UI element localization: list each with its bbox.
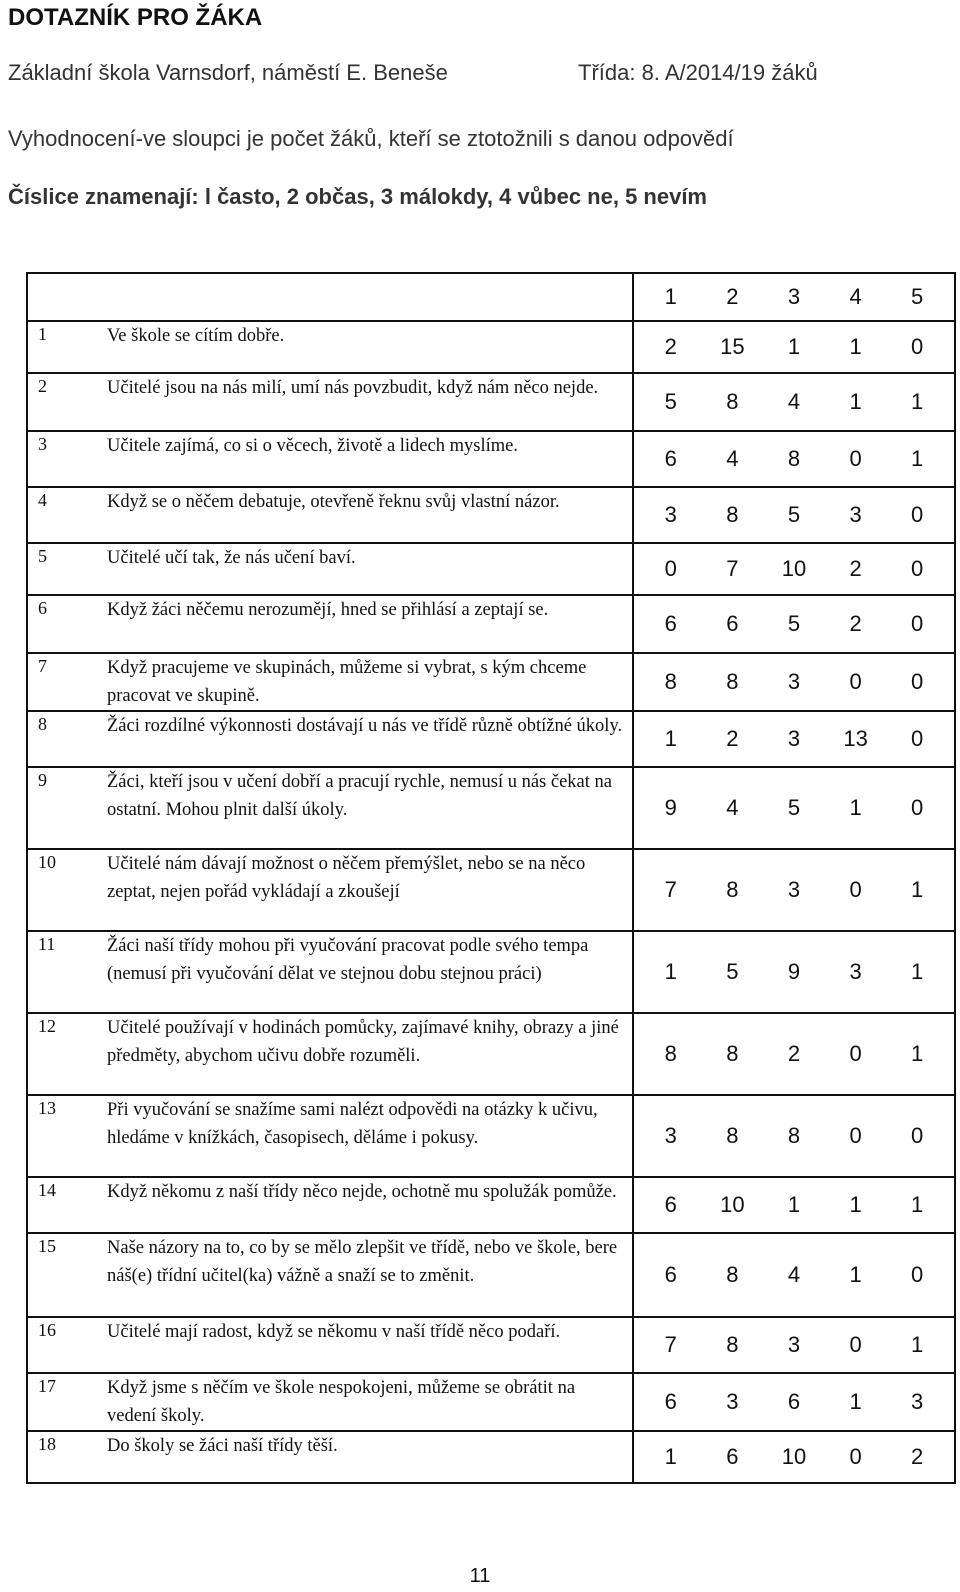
header-answer-2: 2 xyxy=(726,284,739,309)
answer-count-5: 0 xyxy=(911,795,924,820)
answer-count-5: 0 xyxy=(911,1123,924,1148)
answer-count-2: 15 xyxy=(720,334,745,359)
answer-count-1: 2 xyxy=(664,334,677,359)
question-text: Když pracujeme ve skupinách, můžeme si vybrat, s kým chceme pracovat ve skupině. xyxy=(95,653,633,711)
answer-count-4: 1 xyxy=(849,1192,862,1217)
answer-count-5: 3 xyxy=(911,1389,924,1414)
answer-count-4: 0 xyxy=(849,1332,862,1357)
table-row xyxy=(27,595,955,653)
answer-count-1: 6 xyxy=(664,1262,677,1287)
row-number: 8 xyxy=(27,711,95,767)
answer-count-3: 1 xyxy=(787,334,801,359)
answer-count-2: 6 xyxy=(726,611,739,636)
answer-counts-cell xyxy=(633,431,955,487)
answer-count-3: 10 xyxy=(781,556,807,581)
header-answer-3: 3 xyxy=(787,284,801,309)
question-text: Když žáci něčemu nerozumějí, hned se přihlásí a zeptají se. xyxy=(95,595,633,653)
answer-count-4: 0 xyxy=(849,877,862,902)
answer-count-4: 0 xyxy=(849,669,862,694)
answer-count-5: 0 xyxy=(911,334,924,359)
answer-count-2: 8 xyxy=(726,1041,739,1066)
question-text: Učitelé jsou na nás milí, umí nás povzbudit, když nám něco nejde. xyxy=(95,373,633,431)
answer-count-4: 0 xyxy=(849,446,862,471)
answer-count-3: 5 xyxy=(787,611,801,636)
table-row xyxy=(27,931,955,1013)
answer-counts xyxy=(634,1192,954,1218)
answer-counts xyxy=(634,669,954,695)
row-number: 11 xyxy=(27,931,95,1013)
answer-count-4: 2 xyxy=(849,611,862,636)
table-row xyxy=(27,849,955,931)
answer-counts xyxy=(634,611,954,637)
header-empty-num xyxy=(27,273,95,321)
answer-counts xyxy=(634,334,954,360)
answer-counts xyxy=(634,446,954,472)
answer-counts-cell xyxy=(633,849,955,931)
answer-counts xyxy=(634,959,954,985)
answer-count-3: 5 xyxy=(787,502,801,527)
answer-count-1: 3 xyxy=(664,502,677,527)
answer-count-3: 8 xyxy=(787,1123,801,1148)
answer-counts-cell xyxy=(633,595,955,653)
answer-count-3: 9 xyxy=(787,959,801,984)
table-row xyxy=(27,487,955,543)
answer-count-1: 6 xyxy=(664,611,677,636)
question-text: Žáci rozdílné výkonnosti dostávají u nás ve třídě různě obtížné úkoly. xyxy=(95,711,633,767)
answer-count-4: 0 xyxy=(849,1123,862,1148)
answer-counts xyxy=(634,1123,954,1149)
question-text: Do školy se žáci naší třídy těší. xyxy=(95,1431,633,1483)
answer-counts-cell xyxy=(633,487,955,543)
header-values-cell xyxy=(633,273,955,321)
answer-counts xyxy=(634,389,954,415)
answer-counts xyxy=(634,1332,954,1358)
answer-count-4: 3 xyxy=(849,959,862,984)
row-number: 9 xyxy=(27,767,95,849)
answer-count-4: 1 xyxy=(849,389,862,414)
question-text: Žáci naší třídy mohou při vyučování pracovat podle svého tempa (nemusí při vyučování dělat ve stejnou dobu stejnou práci) xyxy=(95,931,633,1013)
table-row xyxy=(27,1431,955,1483)
answer-count-1: 6 xyxy=(664,1192,677,1217)
answer-count-2: 2 xyxy=(726,726,739,751)
table-header-row xyxy=(27,273,955,321)
answer-counts-cell xyxy=(633,931,955,1013)
evaluation-note: Vyhodnocení-ve sloupci je počet žáků, kteří se ztotožnili s danou odpovědí xyxy=(8,126,734,151)
answer-count-3: 10 xyxy=(781,1444,807,1469)
answer-count-2: 8 xyxy=(726,502,739,527)
survey-table-body xyxy=(27,273,955,1483)
row-number: 16 xyxy=(27,1317,95,1373)
table-row xyxy=(27,543,955,595)
answer-count-3: 4 xyxy=(787,389,801,414)
row-number: 5 xyxy=(27,543,95,595)
answer-count-3: 3 xyxy=(787,877,801,902)
table-row xyxy=(27,1095,955,1177)
answer-counts-cell xyxy=(633,373,955,431)
answer-count-1: 1 xyxy=(664,726,677,751)
row-number: 6 xyxy=(27,595,95,653)
answer-counts xyxy=(634,1444,954,1470)
answer-counts xyxy=(634,1041,954,1067)
answer-count-3: 3 xyxy=(787,1332,801,1357)
answer-count-5: 1 xyxy=(911,1041,924,1066)
answer-count-1: 9 xyxy=(664,795,677,820)
answer-count-4: 2 xyxy=(849,556,862,581)
table-row xyxy=(27,653,955,711)
question-text: Učitele zajímá, co si o věcech, životě a lidech myslíme. xyxy=(95,431,633,487)
answer-count-5: 1 xyxy=(911,1332,924,1357)
row-number: 17 xyxy=(27,1373,95,1431)
answer-count-3: 1 xyxy=(787,1192,801,1217)
answer-count-1: 1 xyxy=(664,1444,677,1469)
answer-count-2: 3 xyxy=(726,1389,739,1414)
answer-count-2: 7 xyxy=(726,556,739,581)
answer-count-2: 8 xyxy=(726,389,739,414)
answer-count-5: 1 xyxy=(911,446,924,471)
table-row xyxy=(27,321,955,373)
question-text: Učitelé nám dávají možnost o něčem přemýšlet, nebo se na něco zeptat, nejen pořád vykládají a zkoušejí xyxy=(95,849,633,931)
answer-count-5: 0 xyxy=(911,669,924,694)
header-answer-5: 5 xyxy=(911,284,924,309)
answer-count-4: 0 xyxy=(849,1041,862,1066)
answer-counts-cell xyxy=(633,1373,955,1431)
row-number: 10 xyxy=(27,849,95,931)
question-text: Při vyučování se snažíme sami nalézt odpovědi na otázky k učivu, hledáme v knížkách, časopisech, děláme i pokusy. xyxy=(95,1095,633,1177)
question-text: Učitelé mají radost, když se někomu v naší třídě něco podaří. xyxy=(95,1317,633,1373)
answer-count-1: 3 xyxy=(664,1123,677,1148)
answer-count-5: 1 xyxy=(911,959,924,984)
answer-counts-cell xyxy=(633,1317,955,1373)
question-text: Ve škole se cítím dobře. xyxy=(95,321,633,373)
answer-count-1: 8 xyxy=(664,669,677,694)
question-text: Když někomu z naší třídy něco nejde, ochotně mu spolužák pomůže. xyxy=(95,1177,633,1233)
answer-count-4: 13 xyxy=(843,726,868,751)
answer-counts-cell xyxy=(633,1233,955,1317)
answer-counts-cell xyxy=(633,543,955,595)
answer-count-1: 7 xyxy=(664,1332,677,1357)
answer-count-4: 1 xyxy=(849,1389,862,1414)
answer-count-2: 4 xyxy=(726,795,739,820)
table-row xyxy=(27,1177,955,1233)
question-text: Učitelé používají v hodinách pomůcky, zajímavé knihy, obrazy a jiné předměty, abychom učivu dobře rozuměli. xyxy=(95,1013,633,1095)
answer-counts xyxy=(634,556,954,582)
answer-counts-cell xyxy=(633,767,955,849)
answer-count-5: 0 xyxy=(911,502,924,527)
row-number: 3 xyxy=(27,431,95,487)
answer-counts-cell xyxy=(633,653,955,711)
survey-table xyxy=(26,272,956,1484)
header-answer-4: 4 xyxy=(849,284,862,309)
answer-count-4: 1 xyxy=(849,1262,862,1287)
answer-count-5: 0 xyxy=(911,1262,924,1287)
answer-count-5: 2 xyxy=(911,1444,924,1469)
answer-count-5: 1 xyxy=(911,877,924,902)
answer-count-2: 10 xyxy=(720,1192,745,1217)
question-text: Když jsme s něčím ve škole nespokojeni, můžeme se obrátit na vedení školy. xyxy=(95,1373,633,1431)
question-text: Když se o něčem debatuje, otevřeně řeknu svůj vlastní názor. xyxy=(95,487,633,543)
row-number: 14 xyxy=(27,1177,95,1233)
table-row xyxy=(27,1013,955,1095)
answer-count-3: 6 xyxy=(787,1389,801,1414)
row-number: 4 xyxy=(27,487,95,543)
row-number: 7 xyxy=(27,653,95,711)
row-number: 13 xyxy=(27,1095,95,1177)
table-row xyxy=(27,1373,955,1431)
table-row xyxy=(27,711,955,767)
row-number: 18 xyxy=(27,1431,95,1483)
answer-count-4: 0 xyxy=(849,1444,862,1469)
question-text: Učitelé učí tak, že nás učení baví. xyxy=(95,543,633,595)
answer-count-1: 6 xyxy=(664,446,677,471)
header-answer-1: 1 xyxy=(664,284,677,309)
table-row xyxy=(27,1317,955,1373)
school-name: Základní škola Varnsdorf, náměstí E. Beneše xyxy=(8,60,448,85)
answer-count-2: 8 xyxy=(726,1123,739,1148)
answer-counts-cell xyxy=(633,1095,955,1177)
row-number: 2 xyxy=(27,373,95,431)
answer-count-3: 2 xyxy=(787,1041,801,1066)
row-number: 15 xyxy=(27,1233,95,1317)
answer-counts xyxy=(634,726,954,752)
answer-count-5: 0 xyxy=(911,726,924,751)
answer-count-1: 8 xyxy=(664,1041,677,1066)
question-text: Naše názory na to, co by se mělo zlepšit ve třídě, nebo ve škole, bere náš(e) třídní učitel(ka) vážně a snaží se to změnit. xyxy=(95,1233,633,1317)
answer-count-3: 4 xyxy=(787,1262,801,1287)
answer-counts xyxy=(634,795,954,821)
table-row xyxy=(27,373,955,431)
answer-counts xyxy=(634,1389,954,1415)
header-values xyxy=(634,284,954,310)
answer-count-2: 4 xyxy=(726,446,739,471)
answer-count-3: 8 xyxy=(787,446,801,471)
table-row xyxy=(27,767,955,849)
answer-count-4: 1 xyxy=(849,795,862,820)
row-number: 12 xyxy=(27,1013,95,1095)
answer-count-1: 1 xyxy=(664,959,677,984)
answer-counts-cell xyxy=(633,1431,955,1483)
answer-count-4: 3 xyxy=(849,502,862,527)
answer-count-3: 3 xyxy=(787,726,801,751)
answer-count-5: 0 xyxy=(911,556,924,581)
answer-count-5: 1 xyxy=(911,1192,924,1217)
answer-count-1: 7 xyxy=(664,877,677,902)
header-empty-question xyxy=(95,273,633,321)
answer-count-5: 1 xyxy=(911,389,924,414)
answer-count-2: 8 xyxy=(726,1332,739,1357)
page-number: 11 xyxy=(469,1565,491,1587)
class-info: Třída: 8. A/2014/19 žáků xyxy=(578,60,818,85)
answer-count-1: 5 xyxy=(664,389,677,414)
answer-counts xyxy=(634,877,954,903)
answer-count-2: 6 xyxy=(726,1444,739,1469)
answer-counts-cell xyxy=(633,1013,955,1095)
answer-count-1: 0 xyxy=(664,556,677,581)
table-row xyxy=(27,431,955,487)
row-number: 1 xyxy=(27,321,95,373)
answer-legend: Číslice znamenají: l často, 2 občas, 3 málokdy, 4 vůbec ne, 5 nevím xyxy=(8,184,707,209)
answer-count-2: 8 xyxy=(726,877,739,902)
answer-counts-cell xyxy=(633,321,955,373)
answer-count-2: 8 xyxy=(726,669,739,694)
answer-count-3: 3 xyxy=(787,669,801,694)
answer-count-2: 5 xyxy=(726,959,739,984)
answer-count-2: 8 xyxy=(726,1262,739,1287)
answer-count-4: 1 xyxy=(849,334,862,359)
question-text: Žáci, kteří jsou v učení dobří a pracují rychle, nemusí u nás čekat na ostatní. Mohou plnit další úkoly. xyxy=(95,767,633,849)
document-title: DOTAZNÍK PRO ŽÁKA xyxy=(8,4,263,31)
answer-count-1: 6 xyxy=(664,1389,677,1414)
answer-counts xyxy=(634,502,954,528)
answer-count-5: 0 xyxy=(911,611,924,636)
answer-count-3: 5 xyxy=(787,795,801,820)
answer-counts xyxy=(634,1262,954,1288)
answer-counts-cell xyxy=(633,711,955,767)
answer-counts-cell xyxy=(633,1177,955,1233)
table-row xyxy=(27,1233,955,1317)
